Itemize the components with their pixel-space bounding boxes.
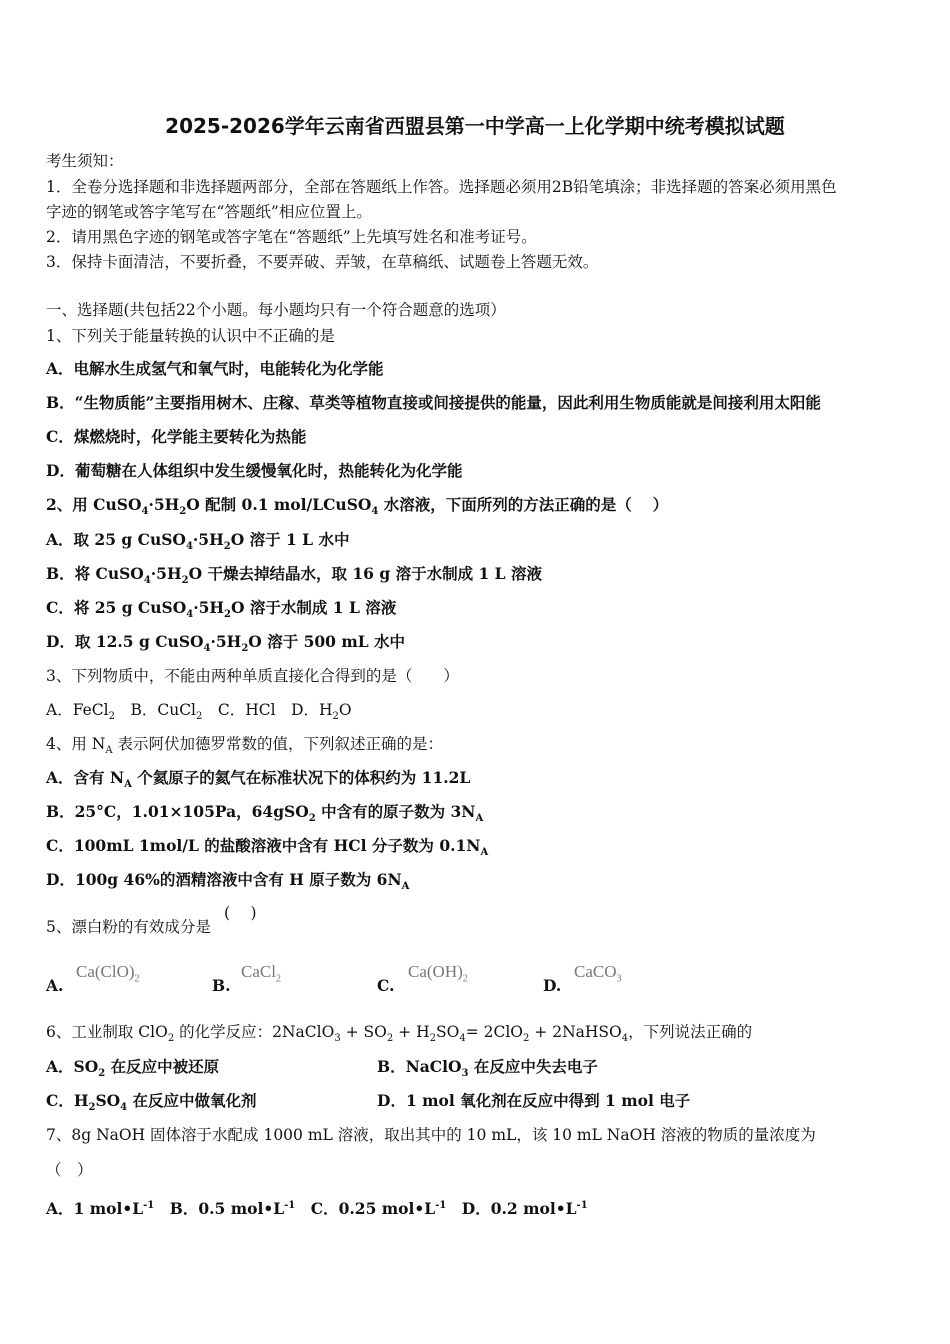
text-segment: C．0.25 mol•L [295,1199,436,1219]
superscript: -1 [284,1200,296,1211]
subscript: 2 [134,973,140,985]
text-segment: 1．全卷分选择题和非选择题两部分，全部在答题纸上作答。选择题必须用2B铅笔填涂；非选择题的答案必须用黑色 [46,178,837,196]
text-segment: O 溶于 1 L 水中 [230,530,350,549]
subscript: 2 [241,643,249,655]
q3-options [46,700,352,727]
question-1 [46,326,335,346]
subscript: 2 [196,711,203,723]
text-segment: 4、用 N [46,735,106,753]
text-segment: B．0.5 mol•L [154,1199,285,1219]
subscript: 4 [143,575,151,587]
q5-answer-paren: ( ) [224,904,257,922]
text-segment: B．25°C，1.01×105Pa，64gSO [46,802,309,821]
text-segment: O 溶于 500 mL 水中 [248,632,406,651]
text-segment: D．取 12.5 g CuSO [46,632,204,651]
text-segment: ，下列说法正确的 [628,1023,753,1041]
subscript: 2 [179,506,187,518]
question-6 [46,1022,752,1049]
text-segment: O [338,701,352,719]
q5-option-b-label: B. [212,976,231,995]
subscript: 2 [462,973,468,985]
text-segment: SO [435,1023,460,1041]
subscript: 2 [223,541,231,553]
text-segment: = 2ClO [465,1023,523,1041]
text-segment: Ca(ClO) [76,962,135,981]
text-segment: 的化学反应：2NaClO [174,1023,335,1041]
text-segment: CaCl [241,962,276,981]
text-segment: ·5H [210,632,242,651]
q4-option-d [46,870,409,897]
superscript: -1 [576,1200,588,1211]
text-segment: A．电解水生成氢气和氧气时，电能转化为化学能 [46,359,384,378]
text-segment: 在反应中做氧化剂 [127,1091,257,1110]
subscript: A [475,813,484,825]
subscript: 2 [275,973,281,985]
text-segment: 中含有的原子数为 3N [315,802,476,821]
text-segment: A．FeCl [46,701,109,719]
text-segment: 6、工业制取 ClO [46,1023,168,1041]
text-segment: （ ） [46,1161,93,1179]
q1-option-d [46,461,462,481]
q2-option-a [46,530,349,557]
section-heading [46,300,506,320]
subscript: 2 [332,711,339,723]
subscript: A [401,881,410,893]
notice-line [46,227,537,247]
q5-option-d-label: D. [543,976,562,995]
q2-option-c [46,598,396,625]
text-segment: B．“生物质能”主要指用树木、庄稼、草类等植物直接或间接提供的能量，因此利用生物质能就是间接利用太阳能 [46,393,821,412]
subscript: 4 [141,506,149,518]
subscript: 2 [386,1033,394,1045]
text-segment: 表示阿伏加德罗常数的值，下列叙述正确的是： [112,735,444,753]
subscript: 3 [334,1033,341,1045]
text-segment: + SO [340,1023,387,1041]
text-segment: + H [393,1023,430,1041]
q4-option-b [46,802,483,829]
text-segment: A．取 25 g CuSO [46,530,186,549]
text-segment: ·5H [193,598,225,617]
q1-option-c [46,427,306,447]
text-segment: 2、用 CuSO [46,495,142,514]
text-segment: 3、下列物质中，不能由两种单质直接化合得到的是（ ） [46,667,459,685]
text-segment: O 溶于水制成 1 L 溶液 [231,598,397,617]
subscript: A [480,847,489,859]
subscript: A [124,779,132,791]
subscript: 4 [186,609,194,621]
subscript: 4 [120,1102,128,1114]
document-title: 2025-2026学年云南省西盟县第一中学高一上化学期中统考模拟试题 [165,114,785,138]
question-4 [46,734,443,761]
notice-line [46,252,598,272]
subscript: 3 [461,1068,469,1080]
text-segment: C．H [46,1091,89,1110]
q5-option-a-formula [76,962,140,984]
notice-line [46,177,837,197]
text-segment: D．葡萄糖在人体组织中发生缓慢氧化时，热能转化为化学能 [46,461,463,480]
q6-option-b [377,1057,598,1084]
text-segment: A．SO [46,1057,99,1076]
q5-option-c-label: C. [377,976,395,995]
text-segment: SO [95,1091,121,1110]
subscript: 2 [523,1033,530,1045]
text-segment: 在反应中失去电子 [468,1057,598,1076]
text-segment: 2．请用黑色字迹的钢笔或答字笔在“答题纸”上先填写姓名和准考证号。 [46,228,537,246]
notice-line [46,202,372,222]
text-segment: 7、8g NaOH 固体溶于水配成 1000 mL 溶液，取出其中的 10 mL，该 10 mL NaOH 溶液的物质的量浓度为 [46,1126,816,1144]
q4-option-c [46,836,488,863]
text-segment: B．CuCl [114,701,197,719]
text-segment: 字迹的钢笔或答字笔写在“答题纸”相应位置上。 [46,203,372,221]
text-segment: 在反应中被还原 [105,1057,220,1076]
q5-option-c-formula [408,962,468,984]
subscript: 4 [459,1033,466,1045]
text-segment: D．0.2 mol•L [446,1199,577,1219]
text-segment: C．100mL 1mol/L 的盐酸溶液中含有 HCl 分子数为 0.1N [46,836,481,855]
text-segment: C．煤燃烧时，化学能主要转化为热能 [46,427,307,446]
question-3 [46,666,459,686]
subscript: A [105,745,113,757]
text-segment: B．将 CuSO [46,564,144,583]
subscript: 4 [371,506,379,518]
subscript: 2 [181,575,189,587]
text-segment: D．1 mol 氧化剂在反应中得到 1 mol 电子 [377,1091,691,1110]
text-segment: D．100g 46%的酒精溶液中含有 H 原子数为 6N [46,870,402,889]
text-segment: ·5H [148,495,180,514]
q2-option-b [46,564,542,591]
q6-option-c [46,1091,257,1118]
subscript: 2 [308,813,316,825]
text-segment: + 2NaHSO [529,1023,622,1041]
text-segment: C．将 25 g CuSO [46,598,187,617]
subscript: 2 [167,1033,175,1045]
text-segment: CaCO [574,962,617,981]
text-segment: Ca(OH) [408,962,463,981]
q7-options [46,1196,588,1219]
superscript: -1 [143,1200,155,1211]
text-segment: O 配制 0.1 mol/LCuSO [186,495,372,514]
subscript: 2 [98,1068,106,1080]
text-segment: C．HCl D．H [202,701,333,719]
q5-option-a-label: A. [46,976,64,995]
subscript: 2 [88,1102,96,1114]
text-segment: A．1 mol•L [46,1199,144,1219]
subscript: 2 [108,711,115,723]
q4-option-a [46,768,470,795]
text-segment: 3．保持卡面清洁，不要折叠，不要弄破、弄皱，在草稿纸、试题卷上答题无效。 [46,253,599,271]
text-segment: 5、漂白粉的有效成分是 [46,918,211,936]
text-segment: ·5H [150,564,182,583]
question-2 [46,495,668,522]
q1-option-b [46,393,821,413]
text-segment: 1、下列关于能量转换的认识中不正确的是 [46,327,335,345]
q2-option-d [46,632,405,659]
text-segment: 个氦原子的氦气在标准状况下的体积约为 11.2L [131,768,471,787]
question-7 [46,1125,816,1145]
subscript: 4 [203,643,211,655]
q1-option-a [46,359,384,379]
subscript: 2 [429,1033,436,1045]
subscript: 4 [185,541,193,553]
q5-option-b-formula [241,962,281,984]
subscript: 4 [621,1033,629,1045]
q6-option-a [46,1057,219,1084]
q7-answer-paren [46,1160,93,1180]
subscript: 3 [616,973,622,985]
notice-heading: 考生须知： [46,152,124,170]
text-segment: 一、选择题(共包括22个小题。每小题均只有一个符合题意的选项） [46,301,506,319]
text-segment: A．含有 N [46,768,125,787]
superscript: -1 [435,1200,447,1211]
question-5 [46,917,211,937]
text-segment: ·5H [192,530,224,549]
subscript: 2 [224,609,231,621]
text-segment: O 干燥去掉结晶水，取 16 g 溶于水制成 1 L 溶液 [188,564,542,583]
text-segment: B．NaClO [377,1057,462,1076]
q6-option-d [377,1091,690,1111]
q5-option-d-formula [574,962,622,984]
text-segment: 水溶液，下面所列的方法正确的是（ ） [378,495,669,514]
